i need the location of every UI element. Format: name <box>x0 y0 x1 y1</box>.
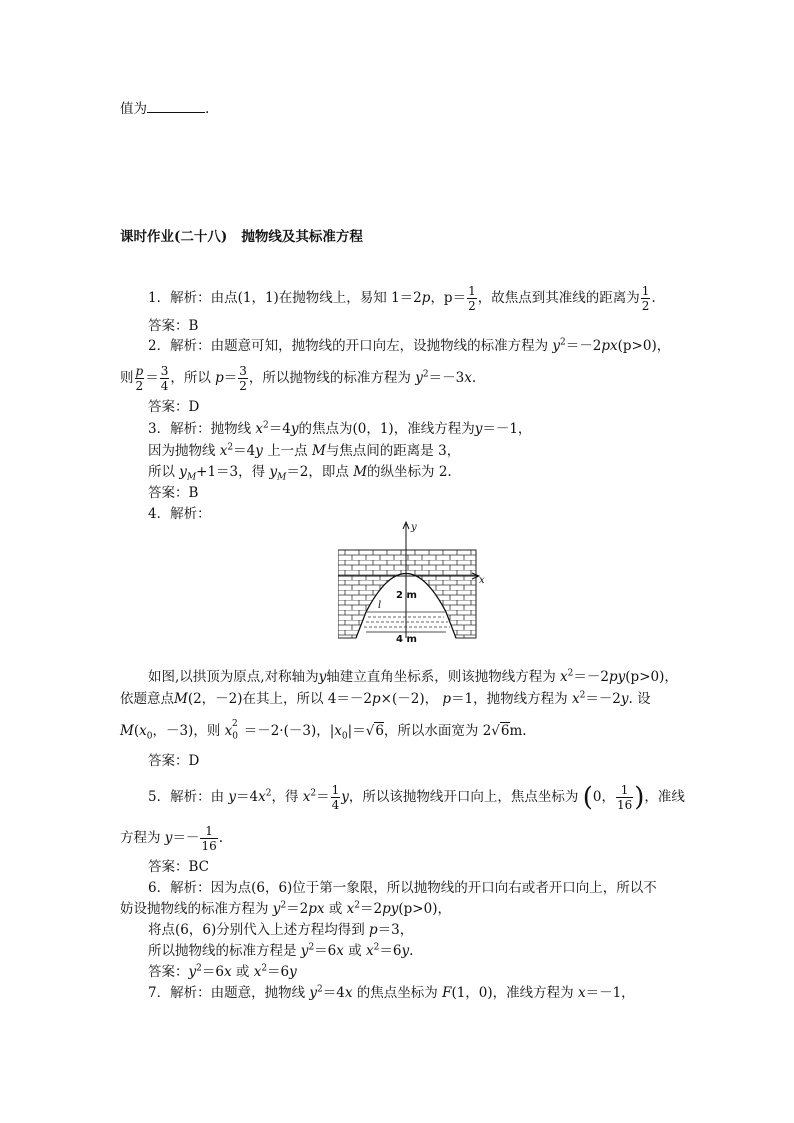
q3-line1: 3．解析：抛物线 $x^2=4y$的焦点为(0，1)，准线方程为y＝－1， <box>148 420 532 437</box>
section-heading <box>120 228 363 246</box>
fraction: $\frac{1}{2}$ <box>468 284 476 313</box>
q1-answer: 答案：B <box>148 318 199 334</box>
answer-blank <box>147 100 205 113</box>
x-axis-label: x <box>479 575 485 586</box>
q6-line3: 将点(6，6)分别代入上述方程均得到 p＝3， <box>148 922 414 938</box>
q6-line4: 所以抛物线的标准方程是 $y^2=6x$ 或 $x^2=6y$. <box>148 942 414 959</box>
water <box>364 612 450 627</box>
q2-line1: 2．解析：由题意可知，抛物线的开口向左，设抛物线的标准方程为 $y^2=-2px(p>0)$， <box>148 337 671 354</box>
arch-bridge-figure <box>338 520 488 650</box>
q3-line2: 因为抛物线 $x^2=4y$ 上一点 M与焦点间的距离是 3， <box>148 442 461 459</box>
q3-answer: 答案：B <box>148 485 199 501</box>
q4-answer: 答案：D <box>148 753 200 769</box>
q1-solution: 1．解析：由点(1，1)在抛物线上，易知 1＝2p，p＝ $\frac{1}{2}$ ，故焦点到其准线的距离为 $\frac{1}{2}$ . <box>148 284 656 313</box>
q5-line2: 方程为 y＝－ $\frac{1}{16}$ . <box>120 824 224 853</box>
q6-line1: 6．解析：因为点(6，6)位于第一象限，所以抛物线的开口向右或者开口向上，所以不 <box>148 880 657 896</box>
heading-subtitle: 抛物线及其标准方程 <box>241 229 363 245</box>
fraction: $\frac{1}{2}$ <box>641 284 650 313</box>
y-axis-label: y <box>411 522 417 533</box>
q5-answer: 答案：BC <box>148 859 210 875</box>
q7-line1: 7．解析：由题意，抛物线 $y^2=4x$ 的焦点坐标为 F(1，0)，准线方程为 x＝－1， <box>148 984 635 1001</box>
q4-label: 4．解析： <box>148 506 211 522</box>
heading-title: 课时作业(二十八) <box>120 229 228 245</box>
q4-line1: 如图,以拱顶为原点,对称轴为y轴建立直角坐标系，则该抛物线方程为 $x^2=-2py(p>0)$， <box>148 668 678 685</box>
q2-answer: 答案：D <box>148 399 200 415</box>
q6-answer: 答案：$y^2=6x$ 或 $x^2=6y$ <box>148 963 297 980</box>
top-prefix: 值为 <box>120 101 147 117</box>
q4-line2: 依题意点M(2，－2)在其上，所以 4＝－2p×(－2)， p＝1，抛物线方程为 $x^2=-2y$. 设 <box>120 690 651 707</box>
top-line <box>120 100 209 118</box>
l-label: l <box>378 600 382 611</box>
width-label: 4 m <box>396 634 417 645</box>
height-label: 2 m <box>396 590 417 601</box>
q4-line3: $M(x_0$，－3)，则 $x_0^2 =-2\cdot(-3)$，$|x_0|=√6$，所以水面宽为 2√6m. <box>120 718 527 742</box>
q3-line3: 所以 $y_M+1=3$，得 $y_M=2$，即点 M的纵坐标为 2. <box>148 464 452 483</box>
q5-line1: 5．解析：由 $y=4x^2$，得 $x^2=$ $\frac{1}{4}$ y，所以该抛物线开口向上，焦点坐标为 (0， $\frac{1}{16}$ )，准线 <box>148 782 685 813</box>
q2-line2: 则 $\frac{p}{2}$ ＝ $\frac{3}{4}$ ，所以 p＝ $\frac{3}{2}$ ，所以抛物线的标准方程为 $y^2=-3x$. <box>120 364 477 393</box>
top-suffix: . <box>205 101 210 117</box>
q6-line2: 妨设抛物线的标准方程为 $y^2=2px$ 或 $x^2=2py(p>0)$， <box>120 900 451 917</box>
